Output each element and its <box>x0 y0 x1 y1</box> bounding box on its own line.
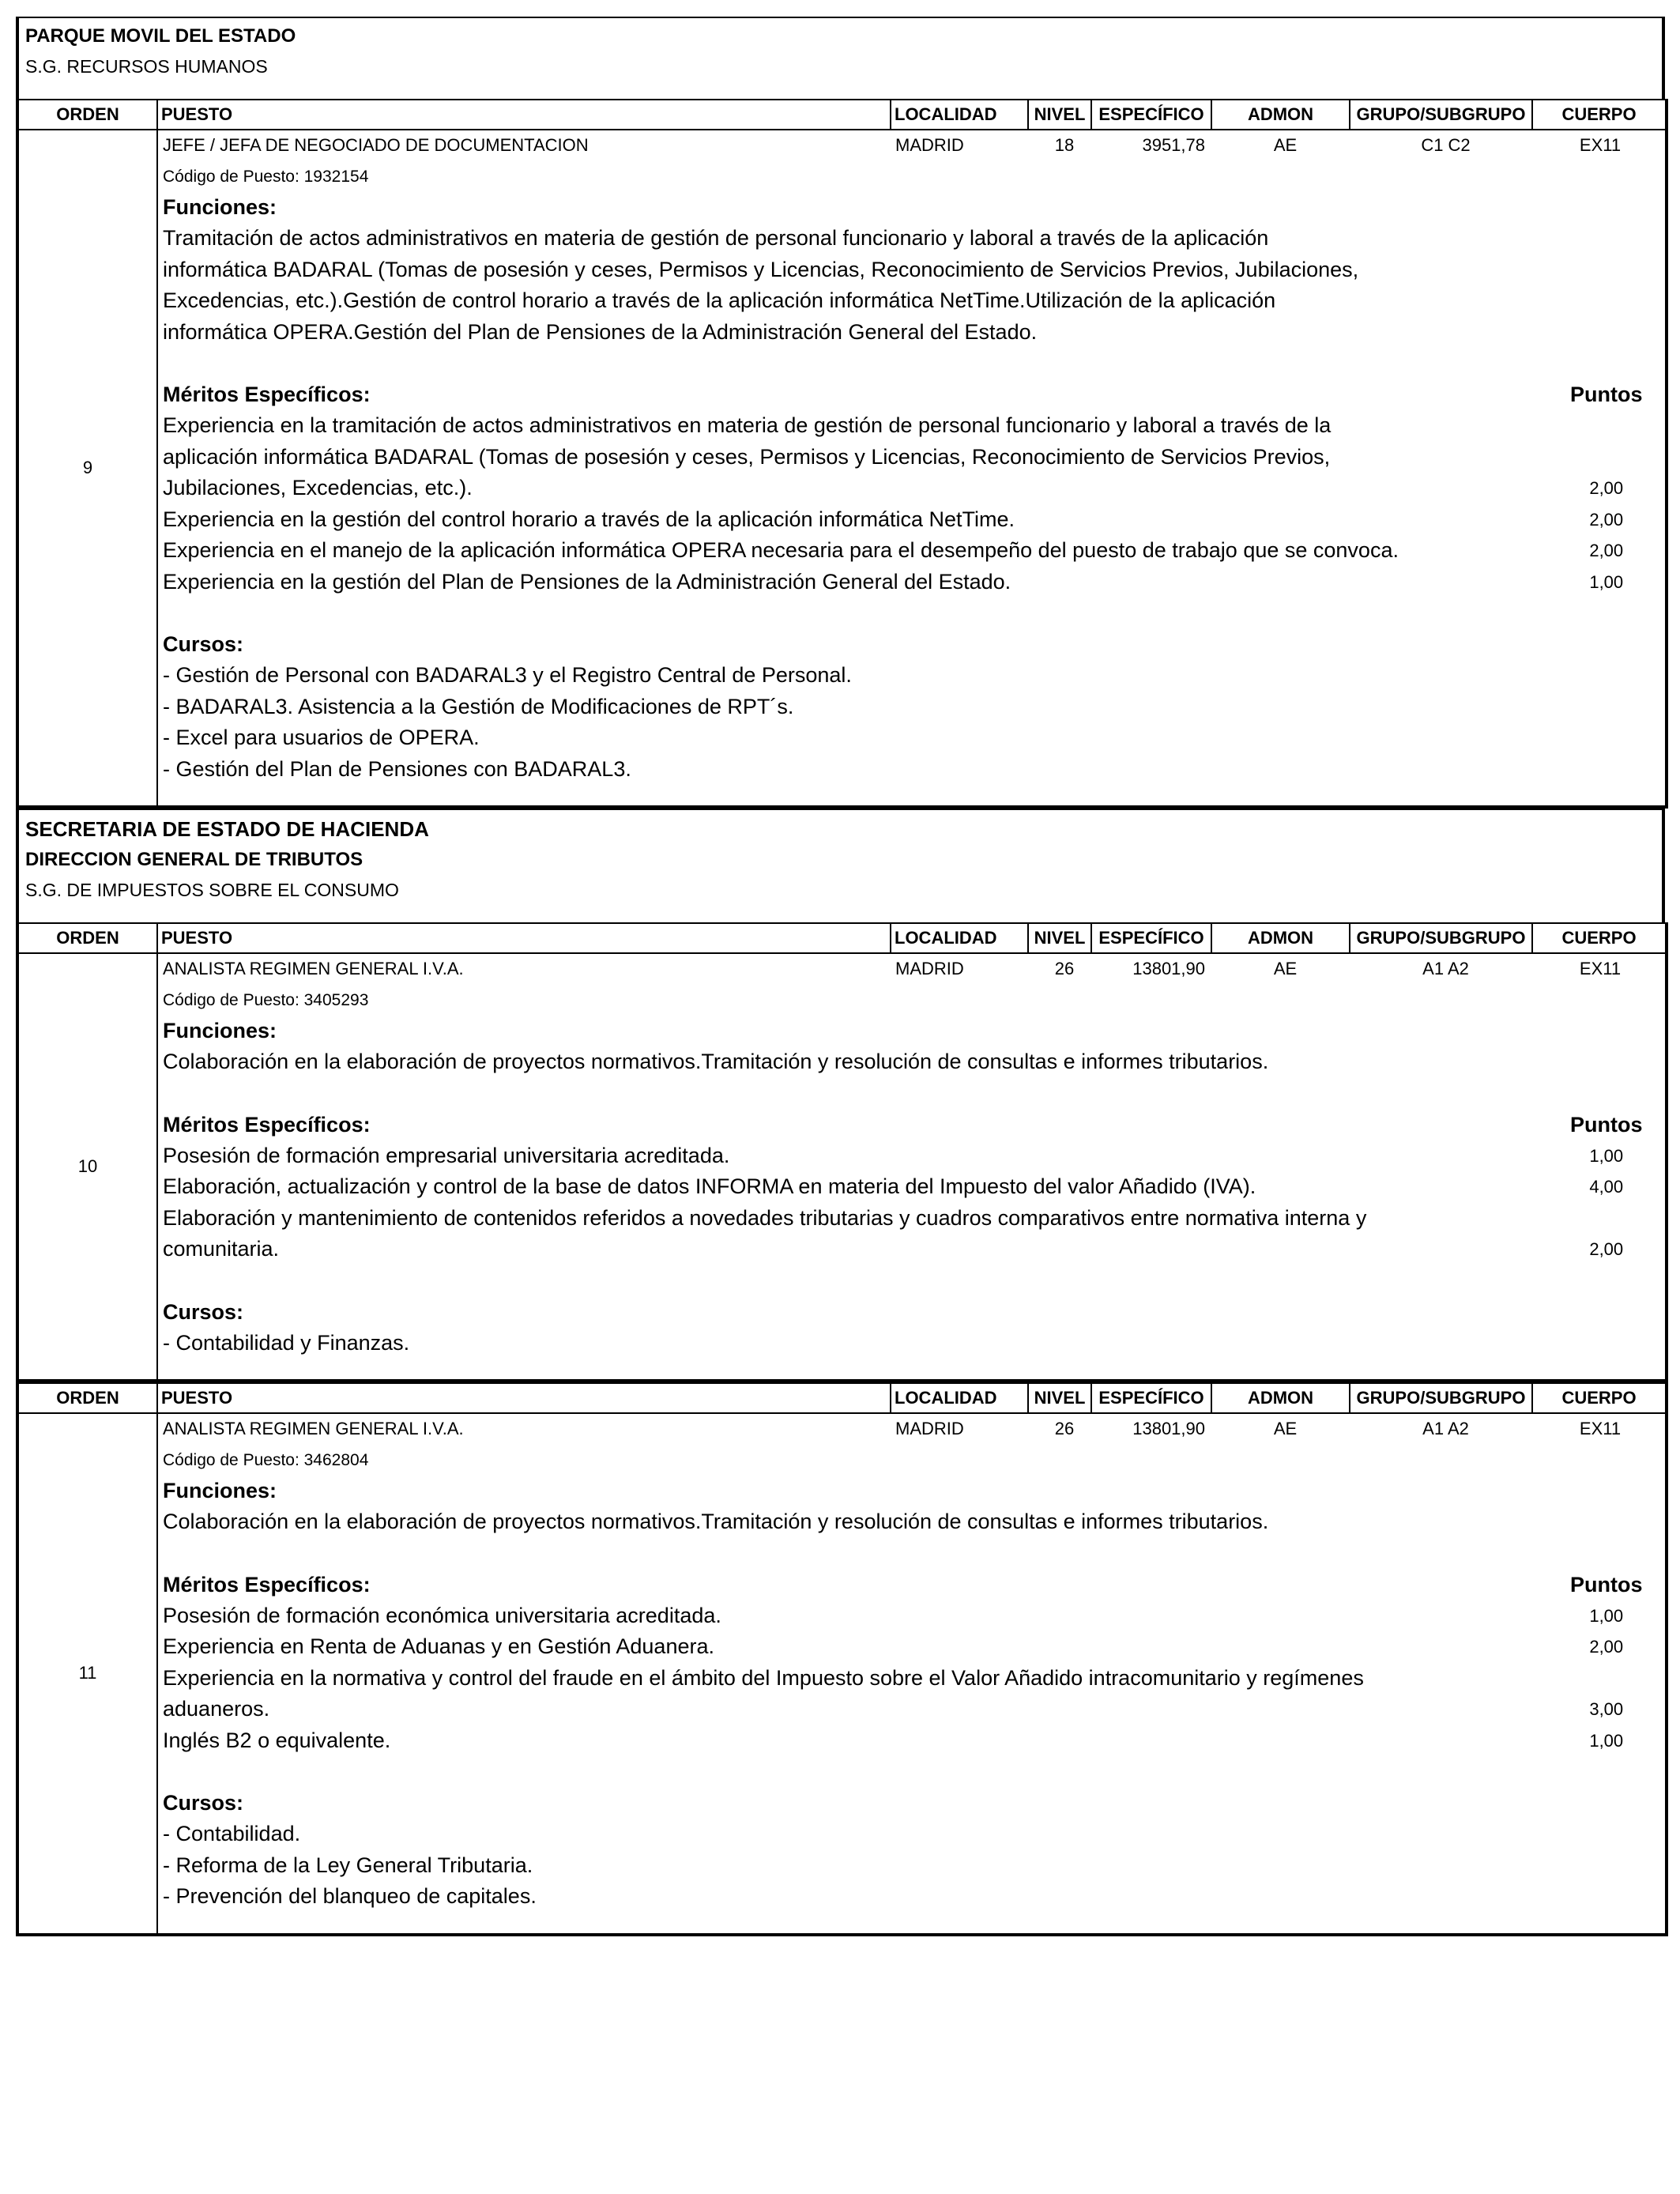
merito-puntos: 2,00 <box>1589 478 1624 498</box>
header-admon: ADMON <box>1211 100 1350 130</box>
header-localidad: LOCALIDAD <box>891 100 1028 130</box>
codigo-puesto: Código de Puesto: 3405293 <box>163 991 369 1009</box>
orden-number: 11 <box>17 1414 157 1935</box>
funciones-text <box>163 223 1665 348</box>
merito-text <box>163 1600 1547 1632</box>
merito-text <box>163 1203 1547 1265</box>
organism-name: PARQUE MOVIL DEL ESTADO <box>25 25 296 47</box>
entry-block <box>16 922 1665 1382</box>
header-grupo: GRUPO/SUBGRUPO <box>1350 1383 1532 1413</box>
merito-line: Posesión de formación empresarial universitaria acreditada. <box>163 1143 730 1167</box>
merito-puntos: 4,00 <box>1589 1177 1624 1197</box>
merito-line: Experiencia en la gestión del control horario a través de la aplicación informática NetTime. <box>163 507 1015 531</box>
header-nivel: NIVEL <box>1028 100 1091 130</box>
funciones-line: Colaboración en la elaboración de proyectos normativos.Tramitación y resolución de consultas e informes tributarios. <box>163 1510 1269 1533</box>
orden-number: 9 <box>17 130 157 807</box>
position-details <box>157 130 1667 807</box>
header-orden: ORDEN <box>17 100 157 130</box>
merito-item <box>163 1171 1665 1203</box>
merito-puntos: 2,00 <box>1589 1239 1624 1259</box>
puntos-label: Puntos <box>1569 383 1643 406</box>
merito-item <box>163 1663 1665 1725</box>
header-grupo: GRUPO/SUBGRUPO <box>1350 100 1532 130</box>
funciones-text <box>163 1506 1665 1538</box>
merito-line: Experiencia en la gestión del Plan de Pensiones de la Administración General del Estado. <box>163 569 1011 594</box>
header-orden: ORDEN <box>17 1383 157 1413</box>
localidad-value: MADRID <box>895 959 964 978</box>
position-row <box>16 1414 1668 1936</box>
merito-line: Elaboración y mantenimiento de contenidos referidos a novedades tributarias y cuadros comparativos entre normativa interna y <box>163 1205 1367 1230</box>
position-summary-line <box>163 954 1665 986</box>
header-grupo: GRUPO/SUBGRUPO <box>1350 923 1532 953</box>
merito-line: aduaneros. <box>163 1697 270 1721</box>
merito-item <box>163 504 1665 536</box>
codigo-puesto: Código de Puesto: 1932154 <box>163 168 369 186</box>
localidad-value: MADRID <box>895 1419 964 1438</box>
cuerpo-value: EX11 <box>1579 959 1622 978</box>
header-cuerpo: CUERPO <box>1532 1383 1667 1413</box>
header-especifico: ESPECÍFICO <box>1091 1383 1211 1413</box>
header-puesto: PUESTO <box>157 100 891 130</box>
header-orden: ORDEN <box>17 923 157 953</box>
puesto-title: ANALISTA REGIMEN GENERAL I.V.A. <box>163 1419 464 1438</box>
cursos-label: Cursos: <box>163 1791 244 1815</box>
puesto-title: ANALISTA REGIMEN GENERAL I.V.A. <box>163 959 464 978</box>
header-especifico: ESPECÍFICO <box>1091 100 1211 130</box>
cursos-list <box>163 1819 1665 1913</box>
funciones-label: Funciones: <box>163 195 277 219</box>
puesto-title: JEFE / JEFA DE NEGOCIADO DE DOCUMENTACION <box>163 135 589 155</box>
admon-value: AE <box>1273 135 1298 155</box>
merito-line: Experiencia en la tramitación de actos administrativos en materia de gestión de personal funcionario y laboral a través de la <box>163 413 1332 437</box>
merito-line: Experiencia en Renta de Aduanas y en Gestión Aduanera. <box>163 1634 714 1658</box>
meritos-header <box>163 379 1665 410</box>
column-header-row <box>16 99 1668 130</box>
header-localidad: LOCALIDAD <box>891 1383 1028 1413</box>
codigo-puesto: Código de Puesto: 3462804 <box>163 1451 369 1469</box>
merito-line: Experiencia en la normativa y control del fraude en el ámbito del Impuesto sobre el Valor Añadido intracomunitario y regímenes <box>163 1665 1364 1690</box>
column-header-row <box>16 922 1668 954</box>
curso-item: - Gestión del Plan de Pensiones con BADARAL3. <box>163 756 631 781</box>
meritos-list <box>163 410 1665 598</box>
header-admon: ADMON <box>1211 1383 1350 1413</box>
merito-line: Jubilaciones, Excedencias, etc.). <box>163 476 473 499</box>
cursos-list <box>163 1328 1665 1359</box>
nivel-value: 18 <box>1054 135 1075 155</box>
merito-item <box>163 1140 1665 1172</box>
document-page <box>16 17 1665 1936</box>
curso-item: - BADARAL3. Asistencia a la Gestión de Modificaciones de RPT´s. <box>163 694 794 718</box>
funciones-label: Funciones: <box>163 1479 277 1502</box>
admon-value: AE <box>1273 1419 1298 1438</box>
orden-number: 10 <box>17 954 157 1381</box>
cuerpo-value: EX11 <box>1579 135 1622 155</box>
puntos-label: Puntos <box>1569 1572 1643 1596</box>
header-especifico: ESPECÍFICO <box>1091 923 1211 953</box>
section-header-parque-movil <box>16 17 1665 99</box>
header-puesto: PUESTO <box>157 923 891 953</box>
cursos-label: Cursos: <box>163 632 244 656</box>
merito-text <box>163 567 1547 598</box>
funciones-line: informática BADARAL (Tomas de posesión y ceses, Permisos y Licencias, Reconocimiento de Servicios Previos, Jubilaciones, <box>163 257 1359 281</box>
position-details <box>157 1414 1667 1935</box>
cursos-list <box>163 660 1665 785</box>
meritos-header <box>163 1110 1665 1140</box>
merito-line: comunitaria. <box>163 1237 280 1261</box>
entry-block <box>16 1382 1665 1936</box>
localidad-value: MADRID <box>895 135 964 155</box>
header-cuerpo: CUERPO <box>1532 100 1667 130</box>
merito-text <box>163 1631 1547 1663</box>
curso-item: - Excel para usuarios de OPERA. <box>163 726 480 749</box>
meritos-header <box>163 1570 1665 1600</box>
cursos-label: Cursos: <box>163 1299 244 1324</box>
position-summary-line <box>163 1414 1665 1446</box>
merito-line: Experiencia en el manejo de la aplicación informática OPERA necesaria para el desempeño del puesto de trabajo que se convoca. <box>163 538 1399 562</box>
merito-puntos: 2,00 <box>1589 1637 1624 1657</box>
directorate-name: DIRECCION GENERAL DE TRIBUTOS <box>25 849 363 870</box>
subdirectorate-name: S.G. DE IMPUESTOS SOBRE EL CONSUMO <box>25 880 399 900</box>
funciones-line: Excedencias, etc.).Gestión de control horario a través de la aplicación informática NetTime.Utilización de la aplicación <box>163 288 1276 312</box>
section-header-hacienda <box>16 809 1665 922</box>
funciones-line: Colaboración en la elaboración de proyectos normativos.Tramitación y resolución de consultas e informes tributarios. <box>163 1050 1269 1073</box>
header-localidad: LOCALIDAD <box>891 923 1028 953</box>
especifico-value: 3951,78 <box>1142 135 1205 155</box>
grupo-value: A1 A2 <box>1422 959 1469 978</box>
funciones-line: informática OPERA.Gestión del Plan de Pensiones de la Administración General del Estado. <box>163 319 1038 344</box>
funciones-text <box>163 1046 1665 1078</box>
nivel-value: 26 <box>1054 1419 1075 1438</box>
nivel-value: 26 <box>1054 959 1075 978</box>
merito-item <box>163 535 1665 567</box>
merito-puntos: 1,00 <box>1589 571 1624 592</box>
subdirectorate-name: S.G. RECURSOS HUMANOS <box>25 56 268 77</box>
curso-item: - Reforma de la Ley General Tributaria. <box>163 1853 533 1877</box>
merito-item <box>163 1631 1665 1663</box>
merito-text <box>163 1171 1547 1203</box>
header-nivel: NIVEL <box>1028 1383 1091 1413</box>
entry-block <box>16 99 1665 809</box>
merito-puntos: 1,00 <box>1589 1730 1624 1751</box>
header-puesto: PUESTO <box>157 1383 891 1413</box>
meritos-label: Méritos Específicos: <box>163 1572 371 1596</box>
merito-item <box>163 1203 1665 1265</box>
merito-text <box>163 1663 1547 1725</box>
merito-text <box>163 1725 1547 1757</box>
grupo-value: A1 A2 <box>1422 1419 1469 1438</box>
merito-text <box>163 410 1547 504</box>
merito-puntos: 3,00 <box>1589 1699 1624 1719</box>
puntos-label: Puntos <box>1569 1112 1643 1137</box>
admon-value: AE <box>1273 959 1298 978</box>
meritos-list <box>163 1140 1665 1265</box>
meritos-list <box>163 1600 1665 1757</box>
curso-item: - Gestión de Personal con BADARAL3 y el Registro Central de Personal. <box>163 663 852 687</box>
header-admon: ADMON <box>1211 923 1350 953</box>
merito-puntos: 1,00 <box>1589 1605 1624 1626</box>
meritos-label: Méritos Específicos: <box>163 1112 371 1137</box>
curso-item: - Prevención del blanqueo de capitales. <box>163 1884 537 1908</box>
position-row <box>16 954 1668 1382</box>
grupo-value: C1 C2 <box>1421 135 1471 155</box>
merito-line: aplicación informática BADARAL (Tomas de posesión y ceses, Permisos y Licencias, Reconocimiento de Servicios Previos, <box>163 444 1331 469</box>
funciones-line: Tramitación de actos administrativos en materia de gestión de personal funcionario y laboral a través de la aplicación <box>163 226 1269 250</box>
funciones-label: Funciones: <box>163 1019 277 1042</box>
header-cuerpo: CUERPO <box>1532 923 1667 953</box>
merito-puntos: 1,00 <box>1589 1145 1624 1166</box>
merito-text <box>163 1140 1547 1172</box>
merito-line: Posesión de formación económica universitaria acreditada. <box>163 1603 721 1627</box>
merito-item <box>163 567 1665 598</box>
merito-line: Inglés B2 o equivalente. <box>163 1728 391 1752</box>
cuerpo-value: EX11 <box>1579 1419 1622 1438</box>
especifico-value: 13801,90 <box>1132 1419 1205 1438</box>
merito-puntos: 2,00 <box>1589 509 1624 530</box>
curso-item: - Contabilidad y Finanzas. <box>163 1330 410 1355</box>
merito-puntos: 2,00 <box>1589 541 1624 560</box>
position-summary-line <box>163 130 1665 162</box>
merito-line: Elaboración, actualización y control de la base de datos INFORMA en materia del Impuesto del valor Añadido (IVA). <box>163 1174 1256 1198</box>
merito-item <box>163 1600 1665 1632</box>
header-nivel: NIVEL <box>1028 923 1091 953</box>
merito-item <box>163 410 1665 504</box>
especifico-value: 13801,90 <box>1132 959 1205 978</box>
curso-item: - Contabilidad. <box>163 1822 301 1845</box>
position-row <box>16 130 1668 809</box>
meritos-label: Méritos Específicos: <box>163 383 371 406</box>
merito-item <box>163 1725 1665 1757</box>
column-header-row <box>16 1382 1668 1414</box>
position-details <box>157 954 1667 1381</box>
merito-text <box>163 504 1547 536</box>
secretariat-name: SECRETARIA DE ESTADO DE HACIENDA <box>25 817 429 841</box>
merito-text <box>163 535 1547 567</box>
